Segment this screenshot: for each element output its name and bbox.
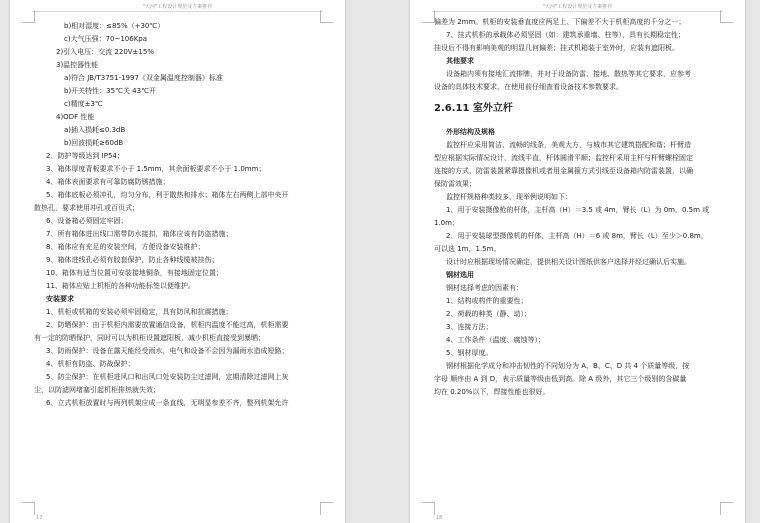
text-line: 设备的具体技术要求，在使用前仔细查看设备技术参数要求。 bbox=[434, 83, 623, 91]
text-line: a)符合 JB/T3751-1997《双金属温度控制器》标准 bbox=[64, 74, 223, 82]
text-line: 4、机柜有防盗、防战保护； bbox=[46, 360, 135, 368]
text-line: 2)引入电压：交流 220V±15% bbox=[56, 48, 154, 56]
crop-mark bbox=[422, 502, 435, 515]
text-line: 尘，以防滤网堵塞引起机柜排热就失效； bbox=[34, 386, 160, 394]
text-line: 1、机柜或机箱的安装必须牢固稳定，具有防风和抗震措施； bbox=[46, 308, 233, 316]
text-line: 6、设备箱必须固定牢固； bbox=[46, 217, 128, 225]
text-line: 保防雷效果； bbox=[434, 180, 476, 188]
text-line: 有一定的防晒保护，同时可以为机柜设置遮阳板，减少机柜直接受到暴晒； bbox=[34, 334, 265, 342]
text-line: a)插入损耗≤0.3dB bbox=[64, 126, 126, 134]
text-line: 钢材选择考虑的因素有： bbox=[446, 284, 523, 292]
crop-mark bbox=[422, 10, 435, 23]
page-number: 18 bbox=[436, 515, 443, 521]
text-line: 3)温控器性能 bbox=[56, 61, 99, 69]
text-line: 挂设后不得有影响美观的明显几何偏差；挂式机箱装于室外时，应装有遮阳板。 bbox=[434, 44, 679, 52]
subheading: 外形结构及规格 bbox=[446, 128, 495, 136]
text-line: 2、荷载的种类（静、动）； bbox=[446, 310, 531, 318]
text-line: 连接的方式，防雷装置紧靠摄像机或者用金属箍方式引线至设备箱内防雷装置，以确 bbox=[434, 167, 693, 175]
crop-mark bbox=[22, 10, 35, 23]
text-line: 2、防晒保护：由于机柜内需要放置通信设备，机柜内温度不能过高，机柜需要 bbox=[46, 321, 289, 329]
crop-mark bbox=[22, 502, 35, 515]
text-line: 散热孔，要求使用冲孔或百页式； bbox=[34, 204, 139, 212]
text-line: 可以选 1m，1.5m。 bbox=[434, 245, 501, 253]
text-line: 5、钢材厚度。 bbox=[446, 349, 493, 357]
text-line: 字母 顺序由 A 到 D，表示质量等级由低到高。除 A 级外，其它三个级别的含碳量 bbox=[434, 375, 687, 383]
text-line: 监控杆应采用简洁、流畅的线条，美观大方，与城市其它建筑搭配和谐；杆臂造 bbox=[446, 141, 691, 149]
subheading: 安装要求 bbox=[46, 295, 74, 303]
text-line: 4、箱体表面要求有可靠防腐防锈措施； bbox=[46, 178, 170, 186]
text-line: 1.0m； bbox=[434, 219, 459, 227]
crop-mark bbox=[320, 10, 333, 23]
text-line: 2、防护等级达到 IP54； bbox=[46, 152, 124, 160]
text-line: 9、箱体进线孔必须有胶套保护，防止各种线缆被挂伤； bbox=[46, 256, 219, 264]
text-line: 6、立式机柜放置时与两列机架应成一条直线，无明显参差不齐，整列机架允许 bbox=[46, 399, 289, 407]
text-line: 4)ODF 性能 bbox=[56, 113, 95, 121]
text-line: 11、箱体应贴上机柜的各种功能标签以便维护。 bbox=[46, 282, 195, 290]
crop-mark bbox=[720, 10, 733, 23]
text-line: 钢材根据化学成分和冲击韧性的不同划分为 A、B、C、D 共 4 个质量等级，按 bbox=[446, 362, 690, 370]
text-line: 型应根据实际情况设计，流线平直，杆体圆滑平顺；监控杆采用主杆与杆臂螺栓固定 bbox=[434, 154, 693, 162]
text-line: 偏差为 2mm。机柜的安装垂直度应两足上、下偏差不大于机柜高度的千分之一； bbox=[434, 18, 686, 26]
text-line: b)回波损耗≥60dB bbox=[64, 139, 124, 147]
crop-mark bbox=[320, 502, 333, 515]
document-page-right bbox=[410, 0, 745, 523]
text-line: 8、箱体应有充足的安装空间，方便设备安装维护； bbox=[46, 243, 205, 251]
text-line: 监控杆规格种类较多，现举例说明如下： bbox=[446, 193, 572, 201]
text-line: 2、用于安装球型摄像机的杆体，主杆高（H）＝6 或 8m，臂长（L）至少＞0.8m， bbox=[446, 232, 708, 240]
text-line: 5、箱体底板必须冲孔，均匀分布，利于散热和排水；箱体左右两侧上部中央开 bbox=[46, 191, 289, 199]
text-line: 10、箱体有适当位置可安装接地铜条，有接地固定位置； bbox=[46, 269, 223, 277]
text-line: 1、用于安装摄像枪的杆体，主杆高（H）＝3.5 或 4m，臂长（L）为 0m，0.5m 或 bbox=[446, 206, 710, 214]
text-line: 7、所有箱体进出线口需带防水接扣，箱体应该有防盗措施； bbox=[46, 230, 233, 238]
text-line: 1、结构或构件的重要性； bbox=[446, 297, 528, 305]
text-line: 3、箱体厚度背板要求不小于 1.5mm，其余面板要求不小于 1.0mm； bbox=[46, 165, 266, 173]
page-header: "天河"工程设计规范及方案推荐 bbox=[432, 0, 723, 12]
text-line: 4、工作条件（温度、腐蚀等）； bbox=[446, 336, 545, 344]
page-header: "天河"工程设计规范及方案推荐 bbox=[32, 0, 323, 12]
text-line: 3、连接方法； bbox=[446, 323, 493, 331]
text-line: b)开关特性：35℃关 43℃开 bbox=[64, 87, 156, 95]
text-line: 7、挂式机柜的承载体必须坚固（如：建筑承重墙、柱等），具有长期稳定性； bbox=[446, 31, 685, 39]
subheading: 钢材选用 bbox=[446, 271, 474, 279]
text-line: c)大气压强：70~106Kpa bbox=[64, 35, 148, 43]
text-line: 3、防雨保护：设备在露天能经受雨水，电气和设备不会因为漏雨水造成短路； bbox=[46, 347, 289, 355]
subheading: 其他要求 bbox=[446, 57, 474, 65]
section-title: 2.6.11 室外立杆 bbox=[434, 103, 513, 114]
text-line: b)相对湿度：≤85%（+30℃） bbox=[64, 22, 165, 30]
document-page-left bbox=[10, 0, 345, 523]
text-line: 5、防尘保护：在机柜进风口和出风口处安装防尘过滤网，定期清除过滤网上灰 bbox=[46, 373, 289, 381]
text-line: 设备箱内须有接地汇流排牌，并对于设备防雷、接地、散热等其它要求，应参考 bbox=[446, 70, 691, 78]
text-line: 设计时应根据现场情况确定，提供相关设计图纸供客户选择并经过确认后实施。 bbox=[446, 258, 691, 266]
page-number: 17 bbox=[36, 515, 43, 521]
text-line: 均在 0.20%以下，焊接性能也很好。 bbox=[434, 388, 550, 396]
text-line: c)精度±3℃ bbox=[64, 100, 103, 108]
crop-mark bbox=[720, 502, 733, 515]
